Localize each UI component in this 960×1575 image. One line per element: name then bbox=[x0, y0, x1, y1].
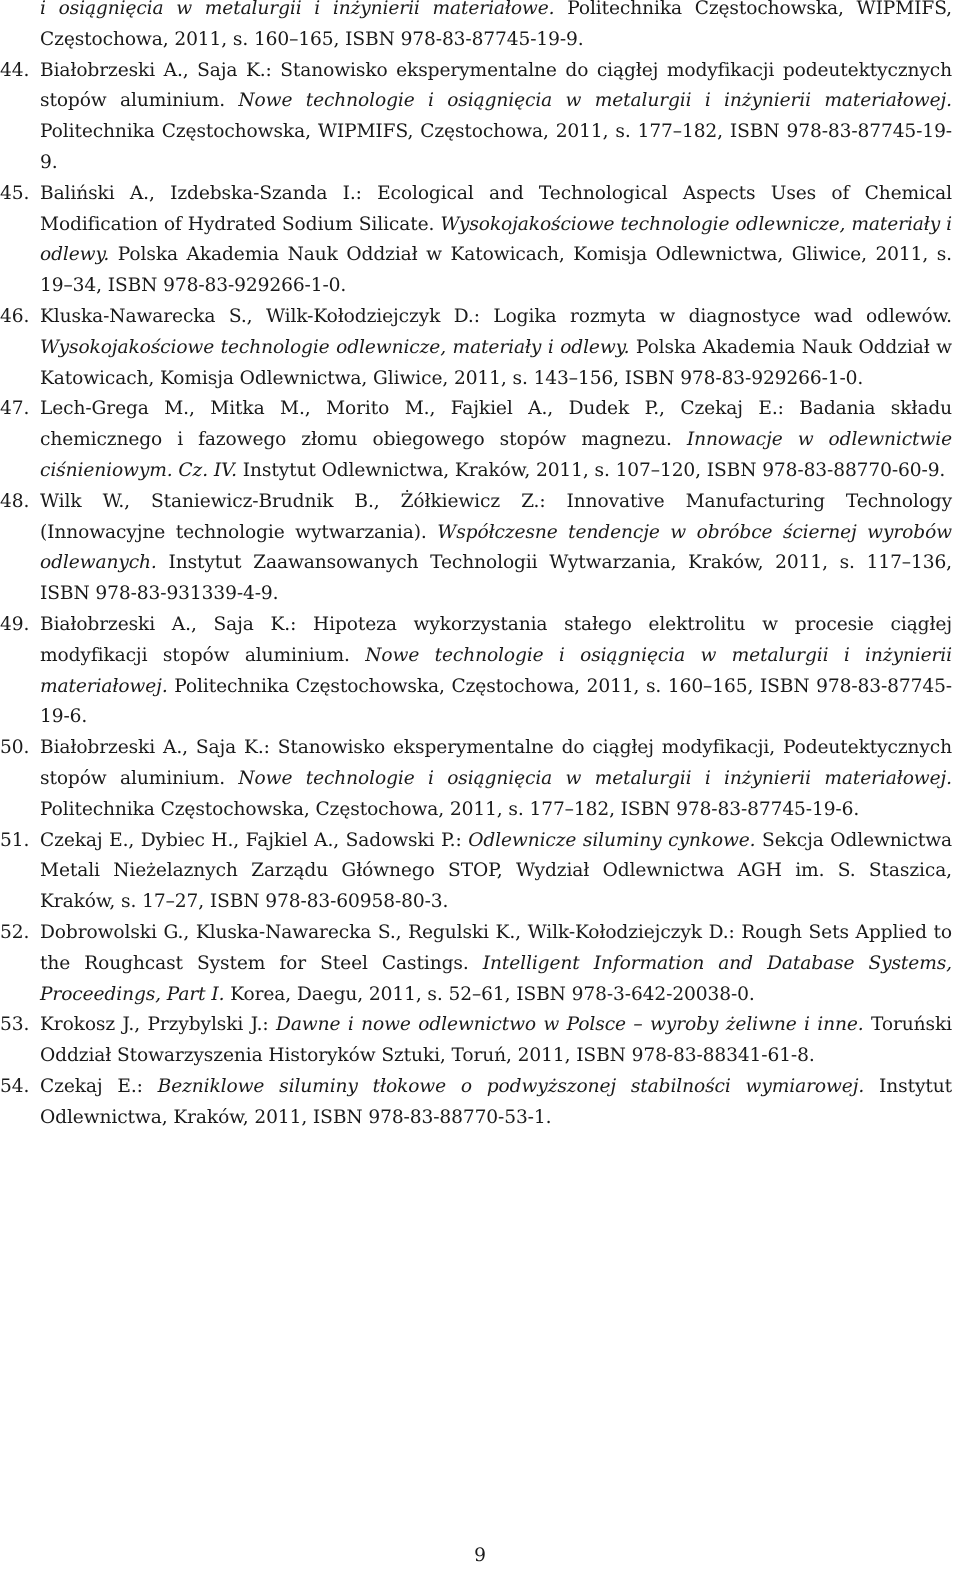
reference-text: Sekcja Odlewnictwa Metali Nieżelaznych Zarządu Głównego STOP, Wydział Odlewnictwa AGH im. S. Staszica, Kraków, s. 17–27, ISBN 978-83-60958-80-3. bbox=[40, 829, 952, 913]
page-number: 9 bbox=[474, 1545, 486, 1566]
reference-item bbox=[0, 179, 952, 302]
reference-text: Polska Akademia Nauk Oddział w Katowicach, Komisja Odlewnictwa, Gliwice, 2011, s. 143–156, ISBN 978-83-929266-1-0. bbox=[40, 336, 952, 389]
reference-number: 45. bbox=[0, 182, 30, 204]
reference-number: 46. bbox=[0, 305, 30, 327]
reference-text: Polska Akademia Nauk Oddział w Katowicach, Komisja Odlewnictwa, Gliwice, 2011, s. 19–34, ISBN 978-83-929266-1-0. bbox=[40, 244, 952, 297]
reference-item bbox=[0, 1010, 952, 1072]
reference-text: Białobrzeski A., Saja K.: Hipoteza wykorzystania stałego elektrolitu w procesie ciągłej modyfikacji stopów aluminium. bbox=[40, 613, 952, 666]
reference-item bbox=[0, 733, 952, 825]
reference-text: Toruński Oddział Stowarzyszenia Historyków Sztuki, Toruń, 2011, ISBN 978-83-88341-61-8. bbox=[40, 1014, 952, 1067]
reference-text: Politechnika Częstochowska, Częstochowa, 2011, s. 177–182, ISBN 978-83-87745-19-6. bbox=[40, 798, 860, 820]
reference-number: 51. bbox=[0, 829, 30, 851]
reference-text: Krokosz J., Przybylski J.: bbox=[40, 1014, 277, 1036]
reference-source-title: Współczesne tendencje w obróbce ściernej wyrobów odlewanych. bbox=[40, 521, 952, 574]
reference-source-title: Wysokojakościowe technologie odlewnicze, materiały i odlewy. bbox=[40, 213, 952, 266]
reference-text: Politechnika Częstochowska, WIPMIFS, Częstochowa, 2011, s. 177–182, ISBN 978-83-87745-19-9. bbox=[40, 121, 952, 173]
reference-text: Białobrzeski A., Saja K.: Stanowisko eksperymentalne do ciągłej modyfikacji, Podeutektycznych stopów aluminium. bbox=[40, 737, 952, 789]
reference-text: Lech-Grega M., Mitka M., Morito M., Fajkiel A., Dudek P., Czekaj E.: Badania składu chemicznego i fazowego złomu obiegowego stopów magnezu. bbox=[40, 398, 952, 451]
reference-item bbox=[0, 56, 952, 179]
reference-text: Czekaj E., Dybiec H., Fajkiel A., Sadowski P.: bbox=[40, 829, 469, 851]
reference-source-title: i osiągnięcia w metalurgii i inżynierii materiałowe. bbox=[40, 0, 555, 19]
reference-source-title: Wysokojakościowe technologie odlewnicze, materiały i odlewy. bbox=[40, 336, 630, 358]
reference-number: 44. bbox=[0, 59, 30, 81]
reference-number: 53. bbox=[0, 1014, 30, 1036]
reference-number: 48. bbox=[0, 490, 30, 512]
reference-item bbox=[0, 918, 952, 1010]
reference-source-title: Bezniklowe siluminy tłokowe o podwyższonej stabilności wymiarowej. bbox=[157, 1075, 865, 1097]
reference-source-title: Nowe technologie i osiągnięcia w metalurgii i inżynierii materiałowej. bbox=[238, 90, 952, 112]
reference-source-title: Odlewnicze siluminy cynkowe. bbox=[468, 829, 756, 851]
reference-item bbox=[0, 394, 952, 486]
reference-source-title: Nowe technologie i osiągnięcia w metalurgii i inżynierii materiałowej. bbox=[238, 767, 952, 789]
reference-text: Baliński A., Izdebska-Szanda I.: Ecological and Technological Aspects Uses of Chemical Modification of Hydrated Sodium Silicate. bbox=[40, 182, 952, 235]
reference-item bbox=[0, 487, 952, 610]
reference-source-title: Dawne i nowe odlewnictwo w Polsce – wyroby żeliwne i inne. bbox=[276, 1014, 864, 1036]
reference-text: Instytut Odlewnictwa, Kraków, 2011, s. 107–120, ISBN 978-83-88770-60-9. bbox=[237, 459, 946, 481]
reference-item bbox=[0, 826, 952, 918]
reference-source-title: Nowe technologie i osiągnięcia w metalurgii i inżynierii materiałowej. bbox=[40, 644, 952, 697]
reference-number: 50. bbox=[0, 737, 30, 759]
reference-text: Instytut Zaawansowanych Technologii Wytwarzania, Kraków, 2011, s. 117–136, ISBN 978-83-931339-4-9. bbox=[40, 552, 952, 605]
reference-number: 52. bbox=[0, 921, 30, 943]
reference-text: Korea, Daegu, 2011, s. 52–61, ISBN 978-3-642-20038-0. bbox=[224, 983, 755, 1005]
reference-text: Dobrowolski G., Kluska-Nawarecka S., Regulski K., Wilk-Kołodziejczyk D.: Rough Sets Applied to the Roughcast System for Steel Castings. bbox=[40, 921, 952, 974]
reference-text: Wilk W., Staniewicz-Brudnik B., Żółkiewicz Z.: Innovative Manufacturing Technology (Innowacyjne technologie wytwarzania). bbox=[40, 490, 952, 543]
reference-text: Kluska-Nawarecka S., Wilk-Kołodziejczyk D.: Logika rozmyta w diagnostyce wad odlewów. bbox=[40, 305, 952, 327]
reference-number: 54. bbox=[0, 1075, 30, 1097]
reference-number: 49. bbox=[0, 613, 30, 635]
reference-text: Białobrzeski A., Saja K.: Stanowisko eksperymentalne do ciągłej modyfikacji podeutektycznych stopów aluminium. bbox=[40, 59, 952, 112]
reference-number: 47. bbox=[0, 398, 30, 420]
reference-source-title: Intelligent Information and Database Systems, Proceedings, Part I. bbox=[40, 952, 952, 1005]
reference-source-title: Innowacje w odlewnictwie ciśnieniowym. Cz. IV. bbox=[40, 429, 952, 481]
reference-item bbox=[0, 302, 952, 394]
reference-item bbox=[0, 610, 952, 733]
reference-text: Czekaj E.: bbox=[40, 1075, 158, 1097]
reference-item bbox=[0, 0, 952, 56]
reference-text: Politechnika Częstochowska, WIPMIFS, Częstochowa, 2011, s. 160–165, ISBN 978-83-87745-19-9. bbox=[40, 0, 952, 50]
reference-text: Instytut Odlewnictwa, Kraków, 2011, ISBN 978-83-88770-53-1. bbox=[40, 1075, 952, 1128]
reference-text: Politechnika Częstochowska, Częstochowa, 2011, s. 160–165, ISBN 978-83-87745-19-6. bbox=[40, 675, 952, 728]
reference-item bbox=[0, 1072, 952, 1134]
